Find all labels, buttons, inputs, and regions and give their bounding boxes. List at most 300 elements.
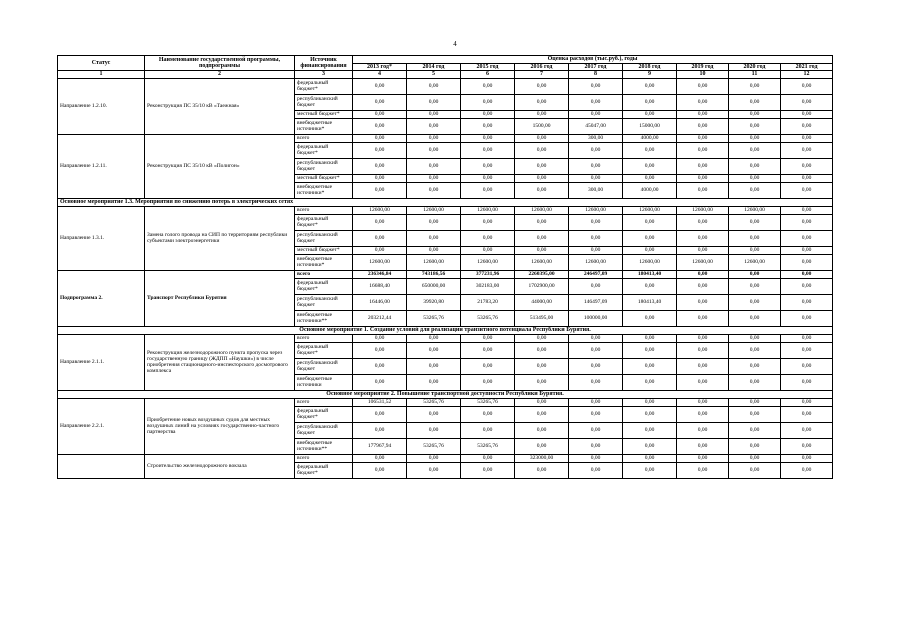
amount-cell: 0,00 (781, 462, 833, 478)
amount-cell: 0,00 (677, 462, 729, 478)
amount-cell: 0,00 (781, 334, 833, 342)
table-row (58, 78, 833, 94)
amount-cell: 0,00 (353, 174, 407, 182)
amount-cell: 12600,00 (515, 206, 569, 214)
amount-cell: 0,00 (781, 294, 833, 310)
funding-source-cell: местный бюджет* (295, 246, 353, 254)
amount-cell: 12600,00 (729, 254, 781, 270)
header-column-number: 12 (781, 71, 833, 79)
amount-cell: 0,00 (781, 438, 833, 454)
amount-cell: 0,00 (781, 278, 833, 294)
amount-cell: 0,00 (623, 374, 677, 390)
funding-source-cell: всего (295, 206, 353, 214)
funding-source-cell: всего (295, 270, 353, 278)
amount-cell: 0,00 (353, 94, 407, 110)
section-title: Основное мероприятие 1.3. Мероприятия по снижению потерь в электрических сетях (58, 198, 833, 206)
funding-source-cell: местный бюджет* (295, 110, 353, 118)
amount-cell: 0,00 (623, 158, 677, 174)
amount-cell: 0,00 (569, 158, 623, 174)
funding-source-cell: всего (295, 134, 353, 142)
amount-cell: 0,00 (677, 358, 729, 374)
amount-cell: 53265,76 (461, 398, 515, 406)
amount-cell: 0,00 (353, 182, 407, 198)
amount-cell: 0,00 (677, 398, 729, 406)
amount-cell: 0,00 (407, 142, 461, 158)
amount-cell: 0,00 (515, 110, 569, 118)
amount-cell: 0,00 (677, 422, 729, 438)
amount-cell: 0,00 (729, 406, 781, 422)
funding-source-cell: внебюджетные источники* (295, 118, 353, 134)
amount-cell: 0,00 (461, 422, 515, 438)
funding-source-cell: внебюджетные источники** (295, 310, 353, 326)
funding-source-cell: республиканский бюджет (295, 230, 353, 246)
amount-cell: 0,00 (461, 342, 515, 358)
amount-cell: 12600,00 (569, 206, 623, 214)
amount-cell: 0,00 (569, 246, 623, 254)
amount-cell: 0,00 (353, 342, 407, 358)
amount-cell: 0,00 (353, 78, 407, 94)
section-row (58, 198, 833, 206)
amount-cell: 53265,76 (407, 438, 461, 454)
amount-cell: 236346,84 (353, 270, 407, 278)
amount-cell: 0,00 (515, 230, 569, 246)
header-column-number: 2 (145, 71, 295, 79)
amount-cell: 0,00 (353, 358, 407, 374)
header-status: Статус (58, 56, 145, 71)
status-cell: Направление 1.2.10. (58, 78, 145, 134)
amount-cell: 0,00 (461, 174, 515, 182)
amount-cell: 0,00 (623, 334, 677, 342)
amount-cell: 0,00 (677, 158, 729, 174)
amount-cell: 0,00 (781, 206, 833, 214)
section-row (58, 326, 833, 334)
amount-cell: 0,00 (515, 78, 569, 94)
amount-cell: 0,00 (515, 438, 569, 454)
amount-cell: 4000,00 (623, 134, 677, 142)
amount-cell: 45047,00 (569, 118, 623, 134)
funding-source-cell: внебюджетные источники* (295, 254, 353, 270)
table-row (58, 334, 833, 342)
amount-cell: 0,00 (623, 78, 677, 94)
amount-cell: 177967,94 (353, 438, 407, 454)
funding-source-cell: федеральный бюджет* (295, 214, 353, 230)
amount-cell: 0,00 (729, 462, 781, 478)
amount-cell: 0,00 (729, 342, 781, 358)
amount-cell: 0,00 (569, 358, 623, 374)
amount-cell: 0,00 (569, 374, 623, 390)
header-program: Наименование государственной программы, подпрограммы (145, 56, 295, 71)
amount-cell: 0,00 (353, 406, 407, 422)
amount-cell: 0,00 (407, 214, 461, 230)
amount-cell: 0,00 (623, 358, 677, 374)
amount-cell: 0,00 (353, 230, 407, 246)
amount-cell: 0,00 (569, 422, 623, 438)
amount-cell: 323000,00 (515, 454, 569, 462)
table-row (58, 206, 833, 214)
amount-cell: 0,00 (677, 78, 729, 94)
amount-cell: 0,00 (623, 278, 677, 294)
funding-source-cell: республиканский бюджет (295, 294, 353, 310)
amount-cell: 0,00 (623, 214, 677, 230)
status-cell: Подпрограмма 2. (58, 270, 145, 326)
amount-cell: 0,00 (407, 78, 461, 94)
amount-cell: 0,00 (569, 334, 623, 342)
amount-cell: 0,00 (781, 422, 833, 438)
amount-cell: 0,00 (407, 94, 461, 110)
header-year: 2020 год (729, 63, 781, 71)
program-name-cell: Приобретение новых воздушных судов для местных воздушных линий на условиях государственно-частного партнерства (145, 398, 295, 454)
header-column-number: 7 (515, 71, 569, 79)
amount-cell: 0,00 (623, 406, 677, 422)
amount-cell: 0,00 (729, 374, 781, 390)
amount-cell: 0,00 (353, 374, 407, 390)
status-cell: Направление 1.2.11. (58, 134, 145, 198)
amount-cell: 16688,40 (353, 278, 407, 294)
amount-cell: 0,00 (461, 374, 515, 390)
amount-cell: 0,00 (407, 246, 461, 254)
amount-cell: 0,00 (623, 398, 677, 406)
amount-cell: 0,00 (461, 358, 515, 374)
amount-cell: 44000,00 (515, 294, 569, 310)
amount-cell: 0,00 (781, 254, 833, 270)
amount-cell: 0,00 (623, 110, 677, 118)
amount-cell: 0,00 (781, 174, 833, 182)
amount-cell: 0,00 (353, 214, 407, 230)
funding-source-cell: всего (295, 398, 353, 406)
amount-cell: 0,00 (781, 158, 833, 174)
funding-source-cell: федеральный бюджет* (295, 278, 353, 294)
amount-cell: 0,00 (781, 398, 833, 406)
amount-cell: 0,00 (569, 110, 623, 118)
amount-cell: 15000,00 (623, 118, 677, 134)
funding-source-cell: внебюджетные источники* (295, 182, 353, 198)
amount-cell: 0,00 (515, 334, 569, 342)
amount-cell: 53265,76 (407, 398, 461, 406)
amount-cell: 0,00 (461, 182, 515, 198)
amount-cell: 0,00 (729, 278, 781, 294)
amount-cell: 0,00 (569, 174, 623, 182)
amount-cell: 0,00 (781, 94, 833, 110)
amount-cell: 0,00 (407, 422, 461, 438)
amount-cell: 0,00 (729, 246, 781, 254)
amount-cell: 0,00 (677, 230, 729, 246)
amount-cell: 0,00 (407, 334, 461, 342)
table-body (58, 78, 833, 478)
amount-cell: 53265,76 (461, 438, 515, 454)
amount-cell: 0,00 (677, 438, 729, 454)
amount-cell: 0,00 (461, 406, 515, 422)
amount-cell: 0,00 (461, 78, 515, 94)
amount-cell: 0,00 (515, 422, 569, 438)
amount-cell: 1702900,00 (515, 278, 569, 294)
amount-cell: 0,00 (461, 334, 515, 342)
header-year: 2013 год* (353, 63, 407, 71)
amount-cell: 0,00 (461, 246, 515, 254)
amount-cell: 0,00 (729, 134, 781, 142)
amount-cell: 0,00 (461, 214, 515, 230)
funding-source-cell: всего (295, 454, 353, 462)
header-year: 2019 год (677, 63, 729, 71)
amount-cell: 0,00 (407, 158, 461, 174)
funding-source-cell: федеральный бюджет* (295, 342, 353, 358)
funding-source-cell: внебюджетные источники (295, 374, 353, 390)
amount-cell: 1500,00 (515, 118, 569, 134)
amount-cell: 0,00 (729, 334, 781, 342)
header-column-numbers (58, 71, 833, 79)
amount-cell: 0,00 (461, 158, 515, 174)
amount-cell: 0,00 (569, 142, 623, 158)
amount-cell: 0,00 (515, 358, 569, 374)
header-column-number: 6 (461, 71, 515, 79)
amount-cell: 39920,80 (407, 294, 461, 310)
amount-cell: 0,00 (729, 358, 781, 374)
program-name-cell: Реконструкция ПС 35/10 кВ «Таежная» (145, 78, 295, 134)
amount-cell: 0,00 (569, 278, 623, 294)
amount-cell: 0,00 (623, 142, 677, 158)
amount-cell: 12600,00 (407, 206, 461, 214)
amount-cell: 0,00 (677, 174, 729, 182)
amount-cell: 650000,00 (407, 278, 461, 294)
amount-cell: 0,00 (515, 94, 569, 110)
amount-cell: 0,00 (353, 158, 407, 174)
amount-cell: 0,00 (729, 94, 781, 110)
status-cell: Направление 1.3.1. (58, 206, 145, 270)
status-cell (58, 454, 145, 478)
amount-cell: 203212,44 (353, 310, 407, 326)
amount-cell: 0,00 (781, 406, 833, 422)
amount-cell: 0,00 (569, 406, 623, 422)
header-year: 2014 год (407, 63, 461, 71)
amount-cell: 0,00 (569, 454, 623, 462)
amount-cell: 21783,20 (461, 294, 515, 310)
amount-cell: 0,00 (407, 342, 461, 358)
amount-cell: 0,00 (461, 94, 515, 110)
amount-cell: 0,00 (461, 454, 515, 462)
header-column-number: 8 (569, 71, 623, 79)
amount-cell: 513495,00 (515, 310, 569, 326)
amount-cell: 0,00 (353, 118, 407, 134)
program-name-cell: Реконструкция ПС 35/10 кВ «Полигон» (145, 134, 295, 198)
amount-cell: 0,00 (515, 398, 569, 406)
header-year: 2017 год (569, 63, 623, 71)
amount-cell: 0,00 (623, 174, 677, 182)
funding-source-cell: федеральный бюджет* (295, 406, 353, 422)
amount-cell: 0,00 (407, 118, 461, 134)
funding-source-cell: федеральный бюджет* (295, 78, 353, 94)
amount-cell: 0,00 (515, 214, 569, 230)
funding-source-cell: республиканский бюджет (295, 158, 353, 174)
amount-cell: 106531,52 (353, 398, 407, 406)
amount-cell: 0,00 (515, 246, 569, 254)
amount-cell: 0,00 (407, 374, 461, 390)
amount-cell: 0,00 (407, 182, 461, 198)
header-year: 2016 год (515, 63, 569, 71)
amount-cell: 0,00 (407, 230, 461, 246)
amount-cell: 12600,00 (569, 254, 623, 270)
amount-cell: 0,00 (781, 110, 833, 118)
header-year: 2018 год (623, 63, 677, 71)
funding-source-cell: республиканский бюджет (295, 358, 353, 374)
program-name-cell: Строительство железнодорожного вокзала (145, 454, 295, 478)
amount-cell: 0,00 (515, 158, 569, 174)
amount-cell: 0,00 (729, 78, 781, 94)
header-estimate: Оценка расходов (тыс.руб.), годы (353, 56, 833, 64)
program-name-cell: Реконструкция железнодорожного пункта пропуска через государственную границу (ЖДПП «Наушки») в числе приобретения стационарного-инспекторского досмотрового комплекса (145, 334, 295, 390)
amount-cell: 0,00 (781, 78, 833, 94)
amount-cell: 246497,09 (569, 270, 623, 278)
funding-source-cell: федеральный бюджет* (295, 142, 353, 158)
amount-cell: 0,00 (623, 230, 677, 246)
amount-cell: 0,00 (623, 462, 677, 478)
amount-cell: 0,00 (515, 374, 569, 390)
amount-cell: 12600,00 (515, 254, 569, 270)
amount-cell: 0,00 (677, 134, 729, 142)
amount-cell: 0,00 (353, 246, 407, 254)
header-column-number: 9 (623, 71, 677, 79)
amount-cell: 0,00 (677, 270, 729, 278)
program-name-cell: Транспорт Республики Бурятия (145, 270, 295, 326)
funding-source-cell: республиканский бюджет (295, 422, 353, 438)
header-year: 2015 год (461, 63, 515, 71)
amount-cell: 0,00 (781, 214, 833, 230)
amount-cell: 16446,00 (353, 294, 407, 310)
budget-table (57, 55, 833, 479)
amount-cell: 0,00 (515, 406, 569, 422)
amount-cell: 0,00 (729, 422, 781, 438)
amount-cell: 4000,00 (623, 182, 677, 198)
amount-cell: 12600,00 (353, 254, 407, 270)
amount-cell: 300,00 (569, 134, 623, 142)
amount-cell: 0,00 (353, 134, 407, 142)
funding-source-cell: всего (295, 334, 353, 342)
amount-cell: 0,00 (515, 182, 569, 198)
amount-cell: 0,00 (781, 142, 833, 158)
amount-cell: 0,00 (729, 158, 781, 174)
page-number: 4 (453, 40, 457, 48)
amount-cell: 0,00 (407, 454, 461, 462)
amount-cell: 0,00 (353, 454, 407, 462)
amount-cell: 0,00 (729, 214, 781, 230)
table-row (58, 134, 833, 142)
amount-cell: 377231,96 (461, 270, 515, 278)
amount-cell: 300,00 (569, 182, 623, 198)
amount-cell: 0,00 (515, 174, 569, 182)
header-column-number: 10 (677, 71, 729, 79)
funding-source-cell: федеральный бюджет* (295, 462, 353, 478)
amount-cell: 0,00 (677, 278, 729, 294)
amount-cell: 0,00 (677, 246, 729, 254)
amount-cell: 146497,09 (569, 294, 623, 310)
amount-cell: 0,00 (729, 310, 781, 326)
amount-cell: 0,00 (353, 110, 407, 118)
amount-cell: 0,00 (677, 334, 729, 342)
amount-cell: 12600,00 (353, 206, 407, 214)
amount-cell: 0,00 (781, 182, 833, 198)
amount-cell: 0,00 (623, 454, 677, 462)
amount-cell: 0,00 (623, 422, 677, 438)
amount-cell: 0,00 (781, 342, 833, 358)
table-row (58, 270, 833, 278)
amount-cell: 0,00 (677, 294, 729, 310)
header-source: Источник финансирования (295, 56, 353, 71)
amount-cell: 12600,00 (677, 254, 729, 270)
section-row (58, 390, 833, 398)
funding-source-cell: республиканский бюджет (295, 94, 353, 110)
section-title: Основное мероприятие 1. Создание условий для реализации транзитного потенциала Республики Бурятия. (58, 326, 833, 334)
amount-cell: 0,00 (729, 142, 781, 158)
amount-cell: 0,00 (729, 454, 781, 462)
amount-cell: 0,00 (353, 422, 407, 438)
amount-cell: 0,00 (781, 454, 833, 462)
amount-cell: 0,00 (569, 462, 623, 478)
amount-cell: 0,00 (461, 134, 515, 142)
table-row (58, 454, 833, 462)
amount-cell: 0,00 (353, 142, 407, 158)
amount-cell: 0,00 (461, 110, 515, 118)
amount-cell: 0,00 (569, 94, 623, 110)
amount-cell: 0,00 (461, 142, 515, 158)
header-year: 2021 год (781, 63, 833, 71)
amount-cell: 0,00 (677, 406, 729, 422)
amount-cell: 0,00 (729, 174, 781, 182)
amount-cell: 0,00 (781, 118, 833, 134)
header-column-number: 5 (407, 71, 461, 79)
amount-cell: 12600,00 (461, 254, 515, 270)
amount-cell: 0,00 (781, 270, 833, 278)
amount-cell: 0,00 (781, 230, 833, 246)
amount-cell: 0,00 (569, 438, 623, 454)
amount-cell: 0,00 (623, 438, 677, 454)
amount-cell: 0,00 (407, 358, 461, 374)
header-column-number: 1 (58, 71, 145, 79)
amount-cell: 0,00 (729, 118, 781, 134)
amount-cell: 53265,76 (407, 310, 461, 326)
table-header (58, 56, 833, 79)
amount-cell: 0,00 (569, 214, 623, 230)
amount-cell: 0,00 (569, 398, 623, 406)
amount-cell: 0,00 (515, 142, 569, 158)
amount-cell: 12600,00 (461, 206, 515, 214)
amount-cell: 0,00 (729, 438, 781, 454)
amount-cell: 743186,56 (407, 270, 461, 278)
header-column-number: 11 (729, 71, 781, 79)
amount-cell: 0,00 (407, 134, 461, 142)
amount-cell: 0,00 (729, 182, 781, 198)
amount-cell: 0,00 (623, 342, 677, 358)
amount-cell: 0,00 (677, 110, 729, 118)
amount-cell: 0,00 (781, 246, 833, 254)
amount-cell: 0,00 (515, 134, 569, 142)
amount-cell: 2260395,00 (515, 270, 569, 278)
amount-cell: 0,00 (623, 94, 677, 110)
amount-cell: 0,00 (569, 78, 623, 94)
amount-cell: 53265,76 (461, 310, 515, 326)
amount-cell: 12600,00 (623, 254, 677, 270)
amount-cell: 0,00 (677, 342, 729, 358)
amount-cell: 0,00 (407, 462, 461, 478)
amount-cell: 0,00 (515, 462, 569, 478)
amount-cell: 0,00 (729, 110, 781, 118)
amount-cell: 12600,00 (623, 206, 677, 214)
amount-cell: 0,00 (677, 142, 729, 158)
amount-cell: 0,00 (677, 214, 729, 230)
amount-cell: 0,00 (461, 462, 515, 478)
amount-cell: 0,00 (781, 310, 833, 326)
amount-cell: 0,00 (407, 174, 461, 182)
amount-cell: 0,00 (569, 342, 623, 358)
funding-source-cell: внебюджетные источники** (295, 438, 353, 454)
amount-cell: 180413,40 (623, 270, 677, 278)
